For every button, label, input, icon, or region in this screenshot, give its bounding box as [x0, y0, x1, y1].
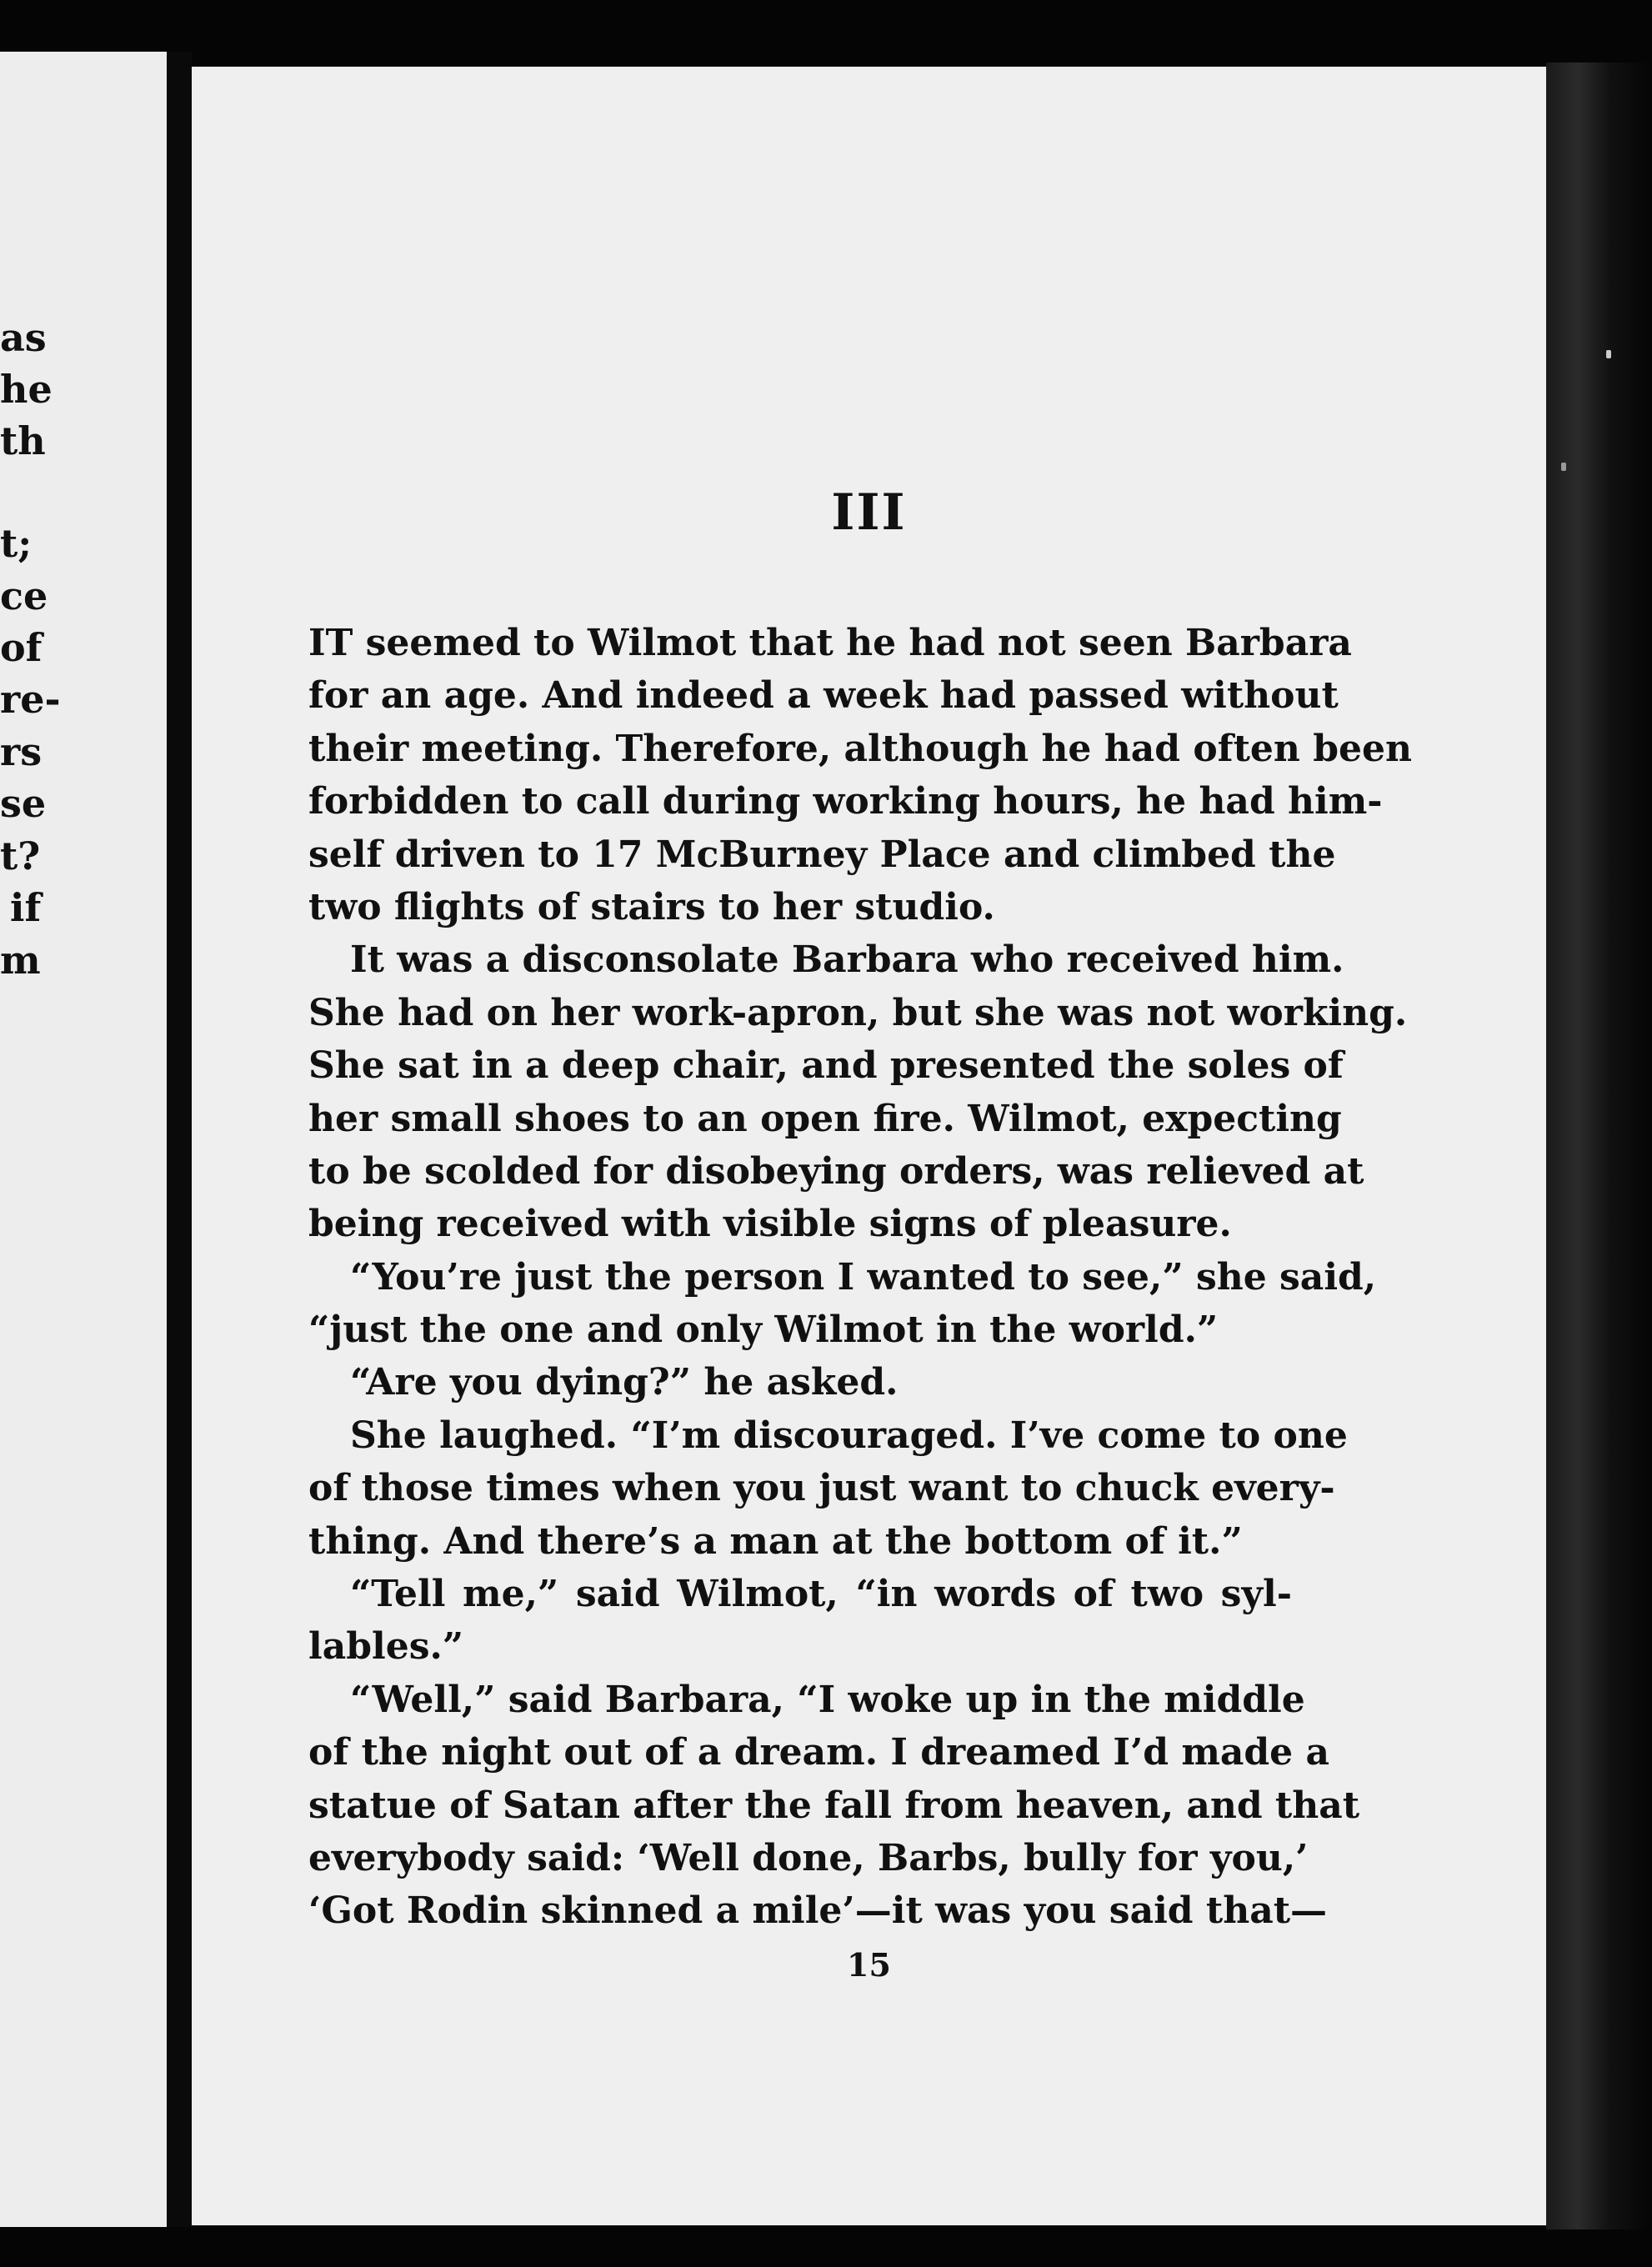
text-line: to be scolded for disobeying orders, was relieved at [308, 1149, 1364, 1193]
text-line: IT seemed to Wilmot that he had not seen Barbara [308, 622, 1352, 664]
text-line: thing. And there’s a man at the bottom of it.” [308, 1519, 1243, 1563]
body-text [308, 617, 1412, 1938]
text-line: forbidden to call during working hours, he had him- [308, 780, 1383, 823]
left-page-word-fragment: he [0, 367, 53, 412]
text-line: of those times when you just want to chuck every- [308, 1467, 1335, 1510]
left-page-word-fragment: t; [0, 521, 33, 566]
book-edge [1546, 63, 1652, 2229]
text-line: two flights of stairs to her studio. [308, 885, 995, 928]
left-page-text-fragments [0, 52, 167, 2227]
left-page-word-fragment: re- [0, 677, 61, 722]
text-line: She sat in a deep chair, and presented the soles of [308, 1044, 1344, 1088]
text-line: statue of Satan after the fall from heaven, and that [308, 1784, 1360, 1827]
left-page-word-fragment: rs [0, 729, 43, 774]
text-line: ‘Got Rodin skinned a mile’—it was you said that— [308, 1889, 1328, 1933]
chapter-heading: III [831, 483, 907, 542]
right-page [192, 67, 1546, 2225]
left-facing-page [0, 52, 167, 2227]
text-line: She laughed. “I’m discouraged. I’ve come to one [350, 1414, 1348, 1457]
text-line: everybody said: ‘Well done, Barbs, bully for you,’ [308, 1836, 1309, 1879]
text-line: for an age. And indeed a week had passed without [308, 674, 1339, 718]
left-page-word-fragment: as [0, 315, 47, 360]
text-line: “just the one and only Wilmot in the world.” [308, 1309, 1219, 1352]
text-line: “Are you dying?” he asked. [350, 1361, 899, 1404]
text-line: her small shoes to an open fire. Wilmot, expecting [308, 1097, 1342, 1140]
left-page-word-fragment: se [0, 781, 47, 826]
left-page-word-fragment: th [0, 418, 46, 463]
text-line: self driven to 17 McBurney Place and climbed the [308, 833, 1336, 876]
left-page-word-fragment: ce [0, 573, 48, 618]
edge-speck [1606, 350, 1611, 358]
left-page-word-fragment: t? [0, 833, 41, 878]
text-line: of the night out of a dream. I dreamed I’d made a [308, 1731, 1329, 1774]
text-line: “Tell me,” said Wilmot, “in words of two syl- [350, 1573, 1292, 1616]
left-page-word-fragment: m [0, 938, 41, 983]
text-line: lables.” [308, 1625, 464, 1669]
left-page-word-fragment: of [0, 625, 43, 670]
book-gutter [167, 52, 192, 2227]
text-line: being received with visible signs of pleasure. [308, 1203, 1232, 1246]
text-line: “You’re just the person I wanted to see,” she said, [350, 1255, 1377, 1299]
edge-speck [1561, 463, 1566, 471]
page-number: 15 [847, 1946, 891, 1984]
text-line: “Well,” said Barbara, “I woke up in the middle [350, 1678, 1305, 1721]
text-line: She had on her work-apron, but she was not working. [308, 991, 1408, 1034]
text-line: It was a disconsolate Barbara who received him. [350, 938, 1344, 982]
left-page-word-fragment: if [10, 885, 42, 930]
text-line: their meeting. Therefore, although he had often been [308, 727, 1412, 770]
